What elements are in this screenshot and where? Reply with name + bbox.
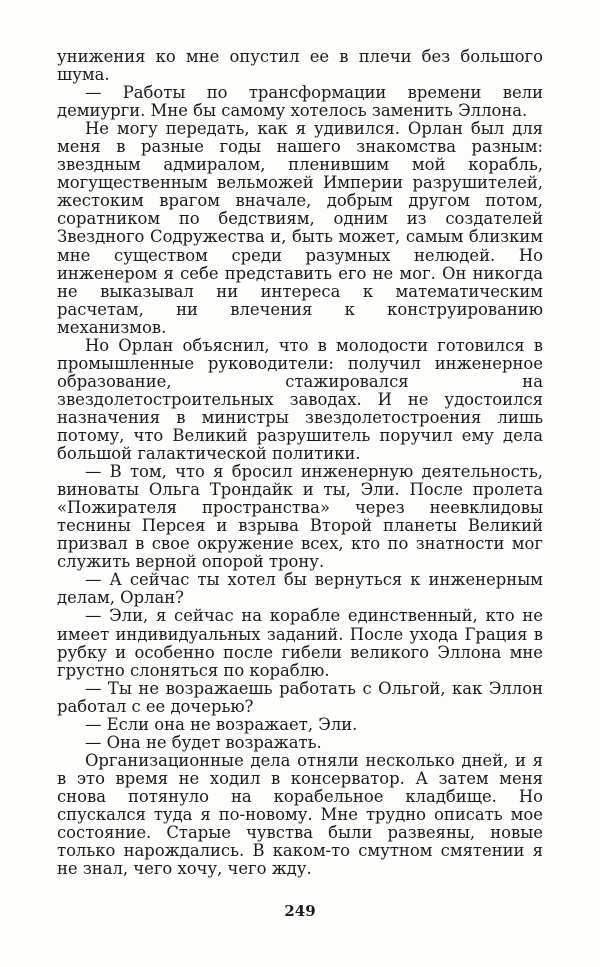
text-block	[57, 48, 543, 878]
paragraph-1: унижения ко мне опустил ее в плечи без большого шума.	[57, 47, 543, 85]
paragraph-2: — Работы по трансформации времени вели демиурги. Мне бы самому хотелось заменить Эллона.	[57, 83, 543, 121]
paragraph-9: — Если она не возражает, Эли.	[85, 714, 358, 734]
paragraph-11: Организационные дела отняли несколько дней, и я в это время не ходил в консерватор. А затем меня снова потянуло на корабельное кладбище. Но спускался туда я по-новому. Мне трудно описать мое состояние. Старые чувства были развеяны, новые только нарождались. В каком-то смутном смятении я не знал, чего хочу, чего жду.	[57, 750, 543, 879]
page-number: 249	[284, 902, 316, 920]
paragraph-10: — Она не будет возражать.	[85, 732, 322, 752]
paragraph-6: — А сейчас ты хотел бы вернуться к инженерным делам, Орлан?	[57, 570, 543, 608]
paragraph-7: — Эли, я сейчас на корабле единственный, кто не имеет индивидуальных заданий. После ухода Грация в рубку и особенно после гибели великого Эллона мне грустно слоняться по кораблю.	[57, 606, 543, 680]
paragraph-5: — В том, что я бросил инженерную деятельность, виноваты Ольга Трондайк и ты, Эли. После пролета «Пожирателя пространства» через неевклидовы теснины Персея и взрыва Второй планеты Великий призвал в свое окружение всех, кто по знатности мог служить верной опорой трону.	[57, 462, 543, 572]
paragraph-3: Не могу передать, как я удивился. Орлан был для меня в разные годы нашего знакомства разным: звездным адмиралом, пленившим мой корабль, могущественным вельможей Империи разрушителей, жестоким врагом вначале, добрым другом потом, соратником по бедствиям, одним из создателей Звездного Содружества и, быть может, самым близким мне существом среди разумных нелюдей. Но инженером я себе представить его не мог. Он никогда не выказывал ни интереса к математическим расчетам, ни влечения к конструированию механизмов.	[57, 119, 543, 337]
paragraph-4: Но Орлан объяснил, что в молодости готовился в промышленные руководители: получил инженерное образование, стажировался на звездолетостроительных заводах. И не удостоился назначения в министры звездолетостроения лишь потому, что Великий разрушитель поручил ему дела большой галактической политики.	[57, 335, 543, 464]
paragraph-8: — Ты не возражаешь работать с Ольгой, как Эллон работал с ее дочерью?	[57, 678, 543, 716]
